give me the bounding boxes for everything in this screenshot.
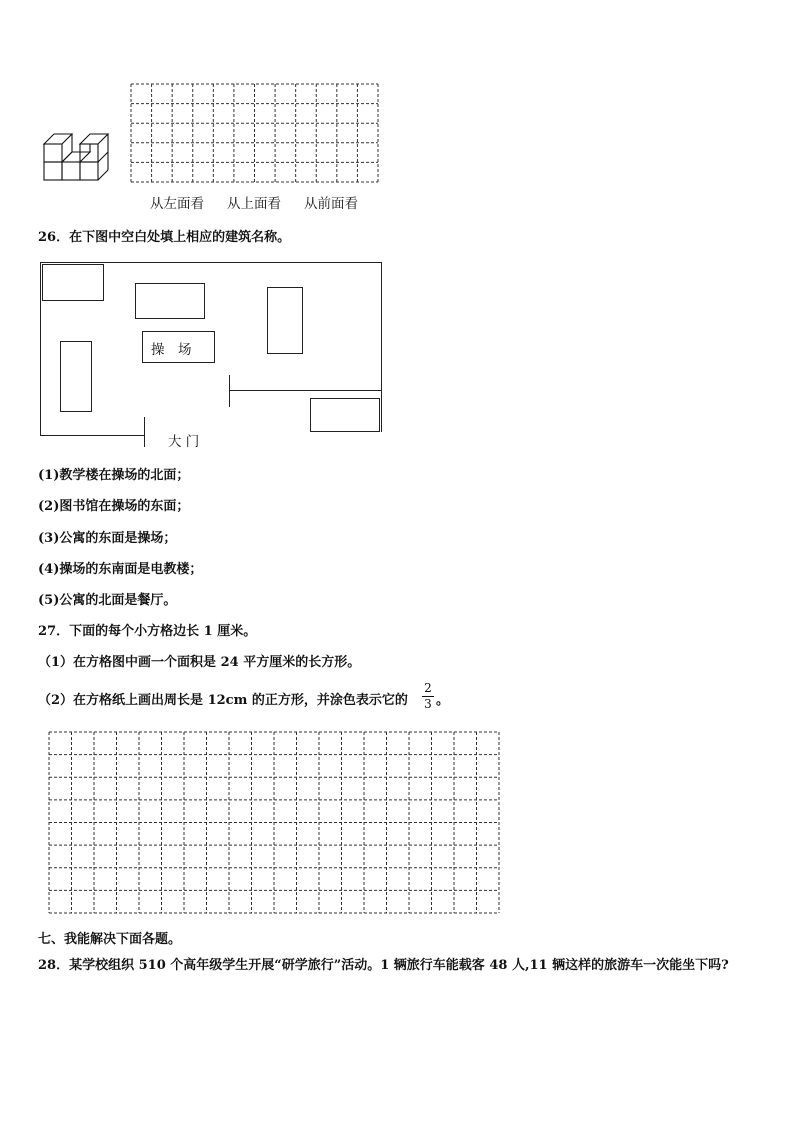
view-caption-top: 从上面看 <box>227 196 281 212</box>
q27-title: 27．下面的每个小方格边长 1 厘米。 <box>38 624 257 639</box>
q26-clue-2: (2)图书馆在操场的东面； <box>38 499 190 514</box>
map-bottom-left-wall <box>40 435 144 436</box>
fraction-numerator: 2 <box>424 681 432 695</box>
blank-box-west[interactable] <box>60 341 92 412</box>
view-dashed-grid <box>130 83 380 185</box>
q26-clue-4: (4)操场的东南面是电教楼； <box>38 562 203 577</box>
q27-part2-end: 。 <box>436 693 450 708</box>
blank-box-north[interactable] <box>135 283 205 319</box>
cube-stack-figure <box>40 128 118 184</box>
fraction-two-thirds <box>422 682 434 711</box>
q26-clue-1: (1)教学楼在操场的北面； <box>38 468 190 483</box>
q26-clue-3: (3)公寓的东面是操场； <box>38 531 177 546</box>
fraction-denominator: 3 <box>424 697 432 711</box>
answer-dashed-grid[interactable] <box>48 731 500 914</box>
q27-part2 <box>38 693 408 709</box>
q26-title: 26．在下图中空白处填上相应的建筑名称。 <box>38 230 291 245</box>
q27-part1: （1）在方格图中画一个面积是 24 平方厘米的长方形。 <box>38 655 361 670</box>
map-gate-left-post <box>144 417 145 447</box>
q28-text: 28．某学校组织 510 个高年级学生开展“研学旅行”活动。1 辆旅行车能载客 48 人,11 辆这样的旅游车一次能坐下吗? <box>38 958 729 973</box>
blank-box-east[interactable] <box>267 287 303 354</box>
section-7-heading: 七、我能解决下面各题。 <box>38 932 182 947</box>
map-left-border <box>40 262 41 436</box>
map-inner-wall <box>229 390 382 391</box>
blank-box-southeast[interactable] <box>310 398 380 432</box>
gate-label: 大 门 <box>168 434 200 450</box>
q27-part2-text: （2）在方格纸上画出周长是 12cm 的正方形，并涂色表示它的 <box>38 693 408 708</box>
map-gate-right-post <box>229 375 230 407</box>
view-caption-front: 从前面看 <box>304 196 358 212</box>
playground-label: 操 场 <box>151 342 192 358</box>
view-caption-left: 从左面看 <box>150 196 204 212</box>
map-right-border <box>381 262 382 432</box>
map-top-border <box>40 262 382 263</box>
q26-clue-5: (5)公寓的北面是餐厅。 <box>38 593 177 608</box>
blank-box-northwest[interactable] <box>42 264 104 301</box>
